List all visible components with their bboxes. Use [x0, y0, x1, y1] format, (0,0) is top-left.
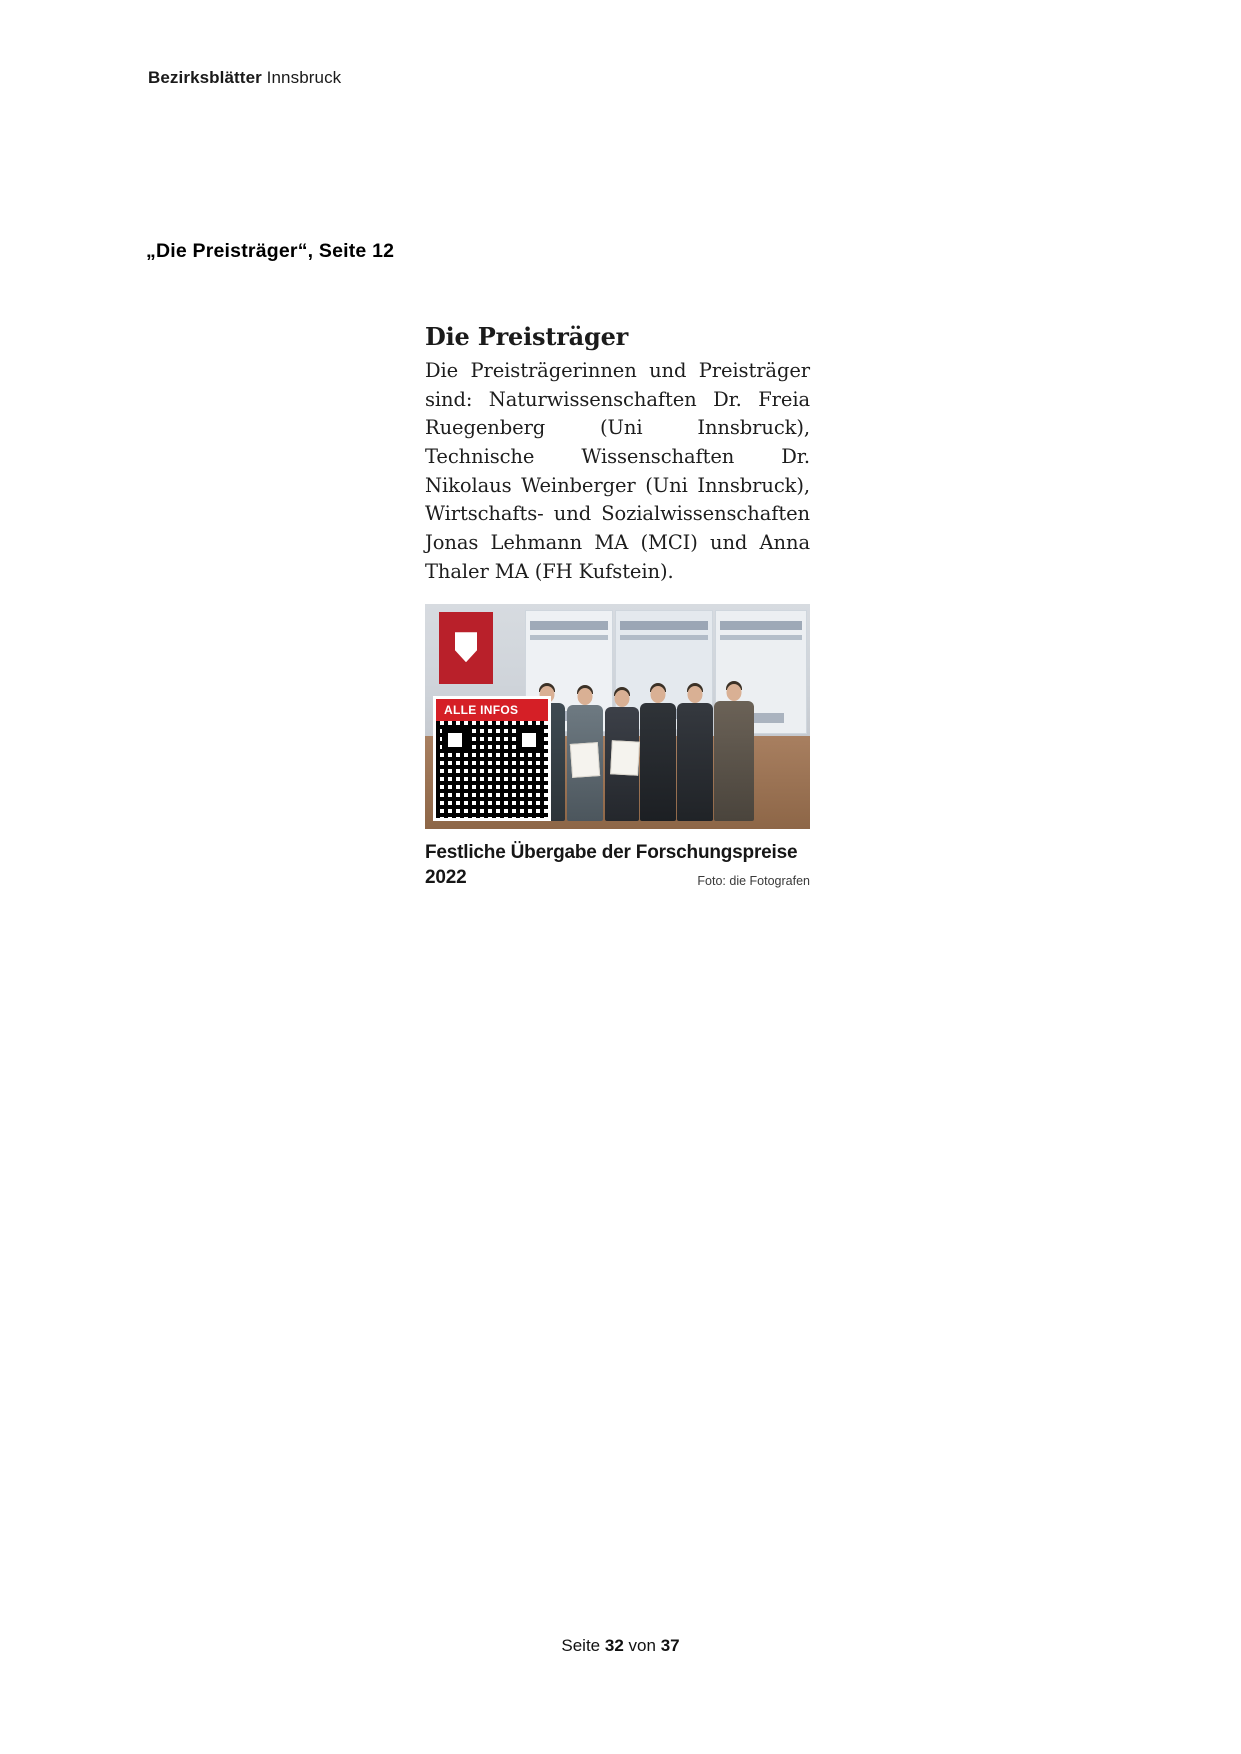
banner-stripe	[530, 635, 608, 640]
qr-code-icon[interactable]	[433, 721, 551, 821]
footer-middle: von	[628, 1636, 656, 1655]
clipping-headline: Die Preisträger	[425, 322, 629, 351]
publication-region: Innsbruck	[266, 68, 342, 87]
page-title: „Die Preisträger“, Seite 12	[146, 240, 395, 262]
photo-caption-text: Festliche Übergabe der Forschungspreise 2022	[425, 842, 798, 888]
banner-stripe	[620, 635, 708, 640]
footer-total-pages: 37	[660, 1636, 680, 1655]
clipping-photo	[425, 604, 810, 829]
photo-person	[714, 701, 754, 821]
document-header	[148, 68, 341, 88]
banner-stripe	[720, 635, 802, 640]
newspaper-clipping	[425, 322, 810, 890]
banner-stripe	[530, 621, 608, 630]
footer-current-page: 32	[604, 1636, 624, 1655]
banner-stripe	[720, 621, 802, 630]
page-footer	[0, 1636, 1241, 1656]
photo-certificate	[610, 741, 640, 776]
photo-credit: Foto: die Fotografen	[697, 873, 810, 888]
qr-label: ALLE INFOS	[433, 696, 551, 721]
photo-person	[640, 703, 676, 821]
clipping-body-text: Die Preisträgerinnen und Preisträger sind: Naturwissenschaften Dr. Freia Ruegenberg (Uni Innsbruck), Technische Wissenschaften Dr. Nikolaus Weinberger (Uni Innsbruck), Wirtschafts- und Sozialwissenschaften Jonas Lehmann MA (MCI) und Anna Thaler MA (FH Kufstein).	[425, 359, 810, 583]
photo-certificate	[570, 742, 600, 778]
photo-red-banner	[439, 612, 493, 684]
qr-overlay[interactable]	[433, 696, 551, 821]
banner-stripe	[620, 621, 708, 630]
photo-person	[677, 703, 713, 821]
publication-name: Bezirksblätter	[148, 68, 262, 87]
footer-prefix: Seite	[561, 1636, 601, 1655]
photo-caption	[425, 841, 810, 890]
